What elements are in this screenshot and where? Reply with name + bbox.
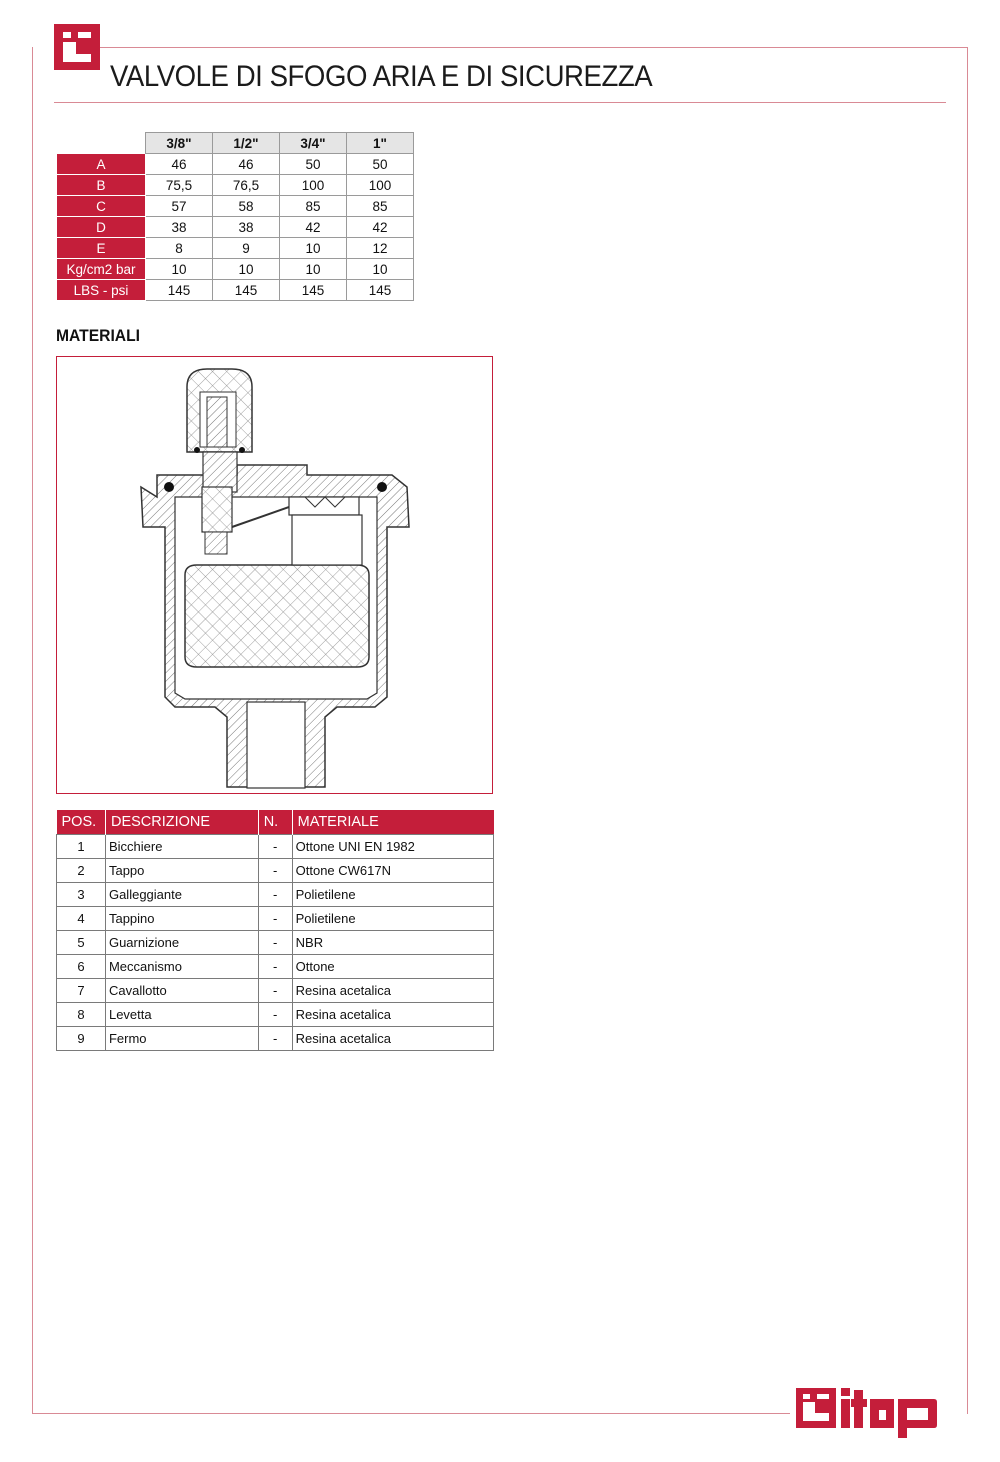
itap-brand-logo (794, 1384, 940, 1440)
pos-cell: 9 (57, 1027, 106, 1051)
material-cell: Polietilene (292, 907, 493, 931)
dimension-row (57, 196, 414, 217)
dimension-row-label: E (57, 238, 146, 259)
dimension-row (57, 280, 414, 301)
table-row (57, 907, 494, 931)
dimension-row (57, 154, 414, 175)
seal-icon (194, 447, 200, 453)
dimension-cell: 145 (347, 280, 414, 301)
table-row (57, 1027, 494, 1051)
table-row (57, 1003, 494, 1027)
dimension-column-header: 3/8" (146, 133, 213, 154)
pos-cell: 8 (57, 1003, 106, 1027)
description-cell: Meccanismo (105, 955, 258, 979)
dimension-cell: 100 (347, 175, 414, 196)
pos-cell: 6 (57, 955, 106, 979)
pos-cell: 3 (57, 883, 106, 907)
quantity-cell: - (258, 931, 292, 955)
dimension-row-label: Kg/cm2 bar (57, 259, 146, 280)
material-header: MATERIALE (292, 810, 493, 835)
dimension-row-label: B (57, 175, 146, 196)
dimension-cell: 50 (347, 154, 414, 175)
dimension-cell: 38 (146, 217, 213, 238)
pos-cell: 5 (57, 931, 106, 955)
dimension-cell: 57 (146, 196, 213, 217)
description-cell: Fermo (105, 1027, 258, 1051)
dimension-cell: 75,5 (146, 175, 213, 196)
dimension-column-header: 1" (347, 133, 414, 154)
quantity-cell: - (258, 835, 292, 859)
dimensions-table (56, 132, 414, 301)
pos-cell: 2 (57, 859, 106, 883)
table-row (57, 979, 494, 1003)
pos-cell: 4 (57, 907, 106, 931)
description-cell: Tappo (105, 859, 258, 883)
material-cell: Resina acetalica (292, 1003, 493, 1027)
dimension-row-label: LBS - psi (57, 280, 146, 301)
description-cell: Bicchiere (105, 835, 258, 859)
dimension-cell: 10 (347, 259, 414, 280)
dimension-row-label: A (57, 154, 146, 175)
dimension-column-header: 1/2" (213, 133, 280, 154)
dimensions-corner (57, 133, 146, 154)
dimension-row-label: D (57, 217, 146, 238)
table-row (57, 955, 494, 979)
dimension-cell: 42 (280, 217, 347, 238)
dimension-cell: 42 (347, 217, 414, 238)
materials-heading: MATERIALI (56, 326, 140, 345)
dimension-cell: 46 (213, 154, 280, 175)
seal-icon (377, 482, 387, 492)
material-cell: NBR (292, 931, 493, 955)
frame-left-line (32, 47, 33, 1414)
dimension-row-label: C (57, 196, 146, 217)
valve-cross-section-drawing (57, 357, 491, 792)
quantity-cell: - (258, 859, 292, 883)
materials-table (56, 810, 494, 1051)
description-cell: Guarnizione (105, 931, 258, 955)
material-cell: Resina acetalica (292, 979, 493, 1003)
material-cell: Polietilene (292, 883, 493, 907)
material-cell: Ottone CW617N (292, 859, 493, 883)
dimension-cell: 145 (280, 280, 347, 301)
quantity-cell: - (258, 979, 292, 1003)
dimension-cell: 145 (146, 280, 213, 301)
dimension-cell: 58 (213, 196, 280, 217)
page-title: VALVOLE DI SFOGO ARIA E DI SICUREZZA (110, 60, 653, 93)
dimension-cell: 38 (213, 217, 280, 238)
table-row (57, 835, 494, 859)
dimension-cell: 145 (213, 280, 280, 301)
seal-icon (164, 482, 174, 492)
table-row (57, 931, 494, 955)
valve-drawing-frame (56, 356, 493, 794)
material-cell: Ottone UNI EN 1982 (292, 835, 493, 859)
pos-cell: 1 (57, 835, 106, 859)
table-row (57, 883, 494, 907)
dimension-cell: 8 (146, 238, 213, 259)
title-underline (54, 102, 946, 103)
dimension-cell: 50 (280, 154, 347, 175)
material-cell: Resina acetalica (292, 1027, 493, 1051)
quantity-cell: - (258, 883, 292, 907)
description-cell: Cavallotto (105, 979, 258, 1003)
quantity-cell: - (258, 907, 292, 931)
quantity-cell: - (258, 1003, 292, 1027)
quantity-cell: - (258, 955, 292, 979)
dimension-row (57, 259, 414, 280)
dimension-cell: 85 (280, 196, 347, 217)
dimension-cell: 10 (280, 259, 347, 280)
dimension-cell: 10 (146, 259, 213, 280)
frame-bottom-line (32, 1413, 790, 1414)
dimension-row (57, 238, 414, 259)
dimension-cell: 100 (280, 175, 347, 196)
description-cell: Galleggiante (105, 883, 258, 907)
itap-logo-icon (54, 24, 100, 70)
dimension-cell: 9 (213, 238, 280, 259)
dimension-cell: 46 (146, 154, 213, 175)
material-cell: Ottone (292, 955, 493, 979)
pos-header: POS. (57, 810, 106, 835)
seal-icon (239, 447, 245, 453)
quantity-cell: - (258, 1027, 292, 1051)
dimension-column-header: 3/4" (280, 133, 347, 154)
dimension-row (57, 217, 414, 238)
table-row (57, 859, 494, 883)
dimension-cell: 76,5 (213, 175, 280, 196)
dimension-cell: 10 (280, 238, 347, 259)
quantity-header: N. (258, 810, 292, 835)
description-cell: Tappino (105, 907, 258, 931)
frame-top-line (54, 47, 968, 48)
frame-right-line (967, 47, 968, 1414)
dimensions-header-row (57, 133, 414, 154)
materials-header-row (57, 810, 494, 835)
dimension-row (57, 175, 414, 196)
dimension-cell: 12 (347, 238, 414, 259)
dimension-cell: 10 (213, 259, 280, 280)
description-header: DESCRIZIONE (105, 810, 258, 835)
dimension-cell: 85 (347, 196, 414, 217)
pos-cell: 7 (57, 979, 106, 1003)
description-cell: Levetta (105, 1003, 258, 1027)
